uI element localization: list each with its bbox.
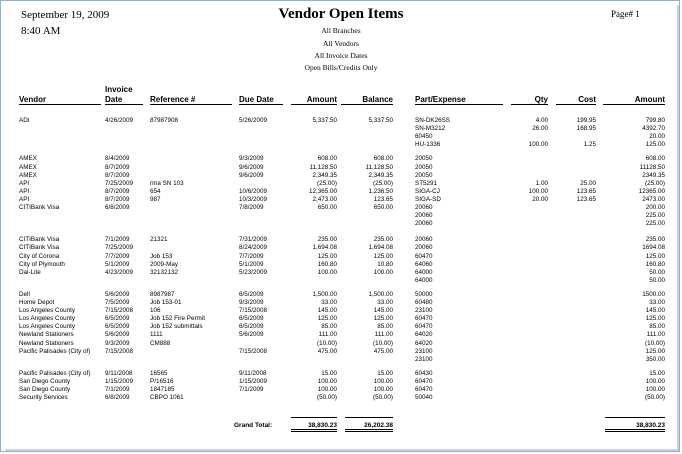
cell-balance: 10.80 bbox=[377, 260, 393, 268]
cell-part-expense: 60470 bbox=[415, 252, 433, 260]
cell-reference: 8987987 bbox=[150, 290, 175, 298]
cell-amount: (50.00) bbox=[317, 394, 337, 402]
page-number: Page# 1 bbox=[611, 9, 640, 19]
page-shadow-bottom bbox=[5, 449, 680, 452]
cell-due-date: 10/3/2009 bbox=[239, 195, 268, 203]
table-row bbox=[1, 370, 677, 378]
cell-invoice-date: 8/7/2009 bbox=[105, 171, 130, 179]
cell-due-date: 6/5/2009 bbox=[239, 323, 264, 331]
cell-amount: 33.00 bbox=[321, 299, 337, 306]
cell-amount: 85.00 bbox=[321, 323, 337, 331]
cell-balance: 100.00 bbox=[373, 377, 393, 385]
cell-amount: 15.00 bbox=[321, 369, 337, 377]
cell-due-date: 5/6/2009 bbox=[239, 331, 264, 339]
table-row bbox=[1, 236, 677, 244]
cell-balance: 123.65 bbox=[373, 195, 393, 203]
cell-balance: 125.00 bbox=[373, 252, 393, 260]
cell-invoice-date: 9/3/2009 bbox=[105, 339, 130, 347]
cell-part-amount: (50.00) bbox=[645, 394, 665, 402]
cell-qty: 1.00 bbox=[535, 179, 548, 187]
cell-due-date: 9/6/2009 bbox=[239, 163, 264, 171]
cell-balance: 235.00 bbox=[373, 236, 393, 244]
cell-due-date: 7/31/2009 bbox=[239, 236, 268, 244]
cell-amount: 160.80 bbox=[317, 260, 337, 268]
cell-part-amount: 2473.00 bbox=[642, 195, 665, 203]
report-title: Vendor Open Items bbox=[278, 6, 404, 22]
cell-part-expense: 64020 bbox=[415, 339, 433, 347]
cell-due-date: 7/8/2009 bbox=[239, 204, 264, 211]
cell-due-date: 8/24/2009 bbox=[239, 244, 268, 252]
cell-due-date: 6/5/2009 bbox=[239, 315, 264, 323]
cell-amount: 475.00 bbox=[317, 347, 337, 355]
table-row bbox=[1, 164, 677, 172]
cell-part-expense: 64020 bbox=[415, 331, 433, 339]
table-row bbox=[1, 204, 677, 212]
cell-balance: (10.00) bbox=[373, 339, 393, 347]
cell-amount: (10.00) bbox=[317, 339, 337, 347]
cell-part-amount: 225.00 bbox=[645, 220, 665, 228]
cell-vendor: Dell bbox=[19, 290, 30, 298]
cell-part-expense: 20050 bbox=[415, 155, 433, 163]
table-row bbox=[1, 125, 677, 133]
cell-amount: 235.00 bbox=[317, 236, 337, 244]
cell-part-expense: 20060 bbox=[415, 204, 433, 211]
cell-due-date: 6/5/2009 bbox=[239, 290, 264, 298]
cell-vendor: API bbox=[19, 179, 30, 187]
cell-amount: 11,128.50 bbox=[309, 163, 337, 171]
cell-amount: 2,473.00 bbox=[312, 195, 337, 203]
table-row bbox=[1, 340, 677, 348]
cell-part-expense: 60470 bbox=[415, 315, 433, 323]
cell-part-amount: 145.00 bbox=[645, 307, 665, 315]
cell-invoice-date: 7/7/2009 bbox=[105, 252, 130, 260]
cell-part-amount: 1500.00 bbox=[642, 290, 665, 298]
cell-part-expense: 60470 bbox=[415, 323, 433, 331]
cell-reference: 21321 bbox=[150, 236, 168, 244]
cell-invoice-date: 7/1/2009 bbox=[105, 236, 130, 244]
cell-part-expense: 60480 bbox=[415, 299, 433, 306]
cell-reference: 1111 bbox=[150, 331, 163, 339]
cell-reference: Job 152 Fire Permit bbox=[150, 315, 205, 323]
filter-open-items: Open Bills/Credits Only bbox=[304, 63, 378, 72]
cell-reference: 32132132 bbox=[150, 268, 179, 276]
cell-reference: Job 152 submittals bbox=[150, 323, 203, 331]
table-row bbox=[1, 188, 677, 196]
cell-cost: 168.95 bbox=[576, 125, 596, 133]
cell-part-amount: 125.00 bbox=[645, 252, 665, 260]
cell-reference: rma SN 103 bbox=[150, 179, 184, 187]
table-row bbox=[1, 378, 677, 386]
cell-qty: 4.00 bbox=[535, 117, 548, 124]
cell-amount: 2,349.35 bbox=[312, 171, 337, 179]
cell-invoice-date: 8/7/2009 bbox=[105, 163, 130, 171]
cell-reference: 987 bbox=[150, 195, 161, 203]
cell-vendor: San Diego County bbox=[19, 377, 71, 385]
cell-part-expense: 20060 bbox=[415, 236, 433, 244]
cell-vendor: Newland Stationers bbox=[19, 339, 74, 347]
col-header-part-amount: Amount bbox=[603, 95, 665, 105]
filter-branches: All Branches bbox=[321, 26, 361, 35]
cell-invoice-date: 9/11/2008 bbox=[105, 369, 133, 377]
cell-amount: (25.00) bbox=[317, 179, 337, 187]
cell-invoice-date: 1/15/2009 bbox=[105, 377, 134, 385]
cell-vendor: AMEX bbox=[19, 171, 37, 179]
cell-invoice-date: 7/25/2009 bbox=[105, 179, 134, 187]
cell-balance: (25.00) bbox=[373, 179, 393, 187]
grand-total-part-amount: 38,830.23 bbox=[605, 417, 665, 429]
cell-part-expense: SIGA-CJ bbox=[415, 187, 440, 195]
table-row bbox=[1, 307, 677, 315]
cell-vendor: Newland Stationers bbox=[19, 331, 74, 339]
cell-due-date: 9/3/2009 bbox=[239, 299, 264, 306]
cell-part-expense: 20050 bbox=[415, 163, 433, 171]
table-row bbox=[1, 117, 677, 125]
cell-reference: P/16516 bbox=[150, 377, 174, 385]
cell-part-amount: 12365.00 bbox=[638, 187, 665, 195]
cell-invoice-date: 6/5/2009 bbox=[105, 315, 130, 323]
cell-part-amount: 125.00 bbox=[645, 315, 665, 323]
col-header-amount: Amount bbox=[291, 95, 337, 105]
cell-vendor: Security Services bbox=[19, 394, 68, 402]
cell-invoice-date: 5/6/2009 bbox=[105, 331, 130, 339]
table-row bbox=[1, 269, 677, 277]
cell-vendor: AMEX bbox=[19, 163, 37, 171]
col-header-balance: Balance bbox=[341, 95, 393, 105]
table-row bbox=[1, 212, 677, 220]
table-row bbox=[1, 291, 677, 299]
cell-part-amount: 125.00 bbox=[645, 141, 665, 149]
cell-part-expense: SN-M3212 bbox=[415, 125, 446, 133]
table-row bbox=[1, 261, 677, 269]
cell-part-amount: (10.00) bbox=[645, 339, 665, 347]
cell-balance: 100.00 bbox=[373, 268, 393, 276]
col-header-qty: Qty bbox=[511, 95, 548, 105]
cell-part-expense: 20060 bbox=[415, 212, 433, 220]
cell-amount: 650.00 bbox=[317, 204, 337, 211]
cell-reference: Job 153-01 bbox=[150, 299, 182, 306]
cell-part-amount: 235.00 bbox=[645, 236, 665, 244]
cell-qty: 100.00 bbox=[528, 141, 548, 149]
cell-due-date: 5/1/2009 bbox=[239, 260, 264, 268]
table-row bbox=[1, 356, 677, 364]
cell-due-date: 9/11/2008 bbox=[239, 369, 267, 377]
cell-part-amount: 160.80 bbox=[645, 260, 665, 268]
cell-part-amount: 200.00 bbox=[645, 204, 665, 211]
cell-part-expense: 23100 bbox=[415, 355, 433, 363]
page-shadow-right bbox=[677, 5, 680, 452]
cell-vendor: Pacific Palisades (City of) bbox=[19, 369, 91, 377]
cell-due-date: 7/7/2009 bbox=[239, 252, 264, 260]
cell-vendor: API bbox=[19, 195, 30, 203]
table-row bbox=[1, 133, 677, 141]
cell-part-amount: 111.00 bbox=[646, 331, 665, 339]
table-row bbox=[1, 277, 677, 285]
cell-invoice-date: 7/25/2009 bbox=[105, 244, 134, 252]
cell-part-expense: 60470 bbox=[415, 377, 433, 385]
cell-amount: 125.00 bbox=[317, 315, 337, 323]
cell-vendor: API bbox=[19, 187, 30, 195]
cell-balance: 5,337.50 bbox=[368, 117, 393, 124]
cell-part-amount: 608.00 bbox=[645, 155, 665, 163]
table-row bbox=[1, 141, 677, 149]
cell-reference: CBPO 1061 bbox=[150, 394, 184, 402]
cell-part-expense: 64060 bbox=[415, 260, 433, 268]
cell-invoice-date: 7/5/2009 bbox=[105, 299, 130, 306]
cell-part-amount: 11128.50 bbox=[639, 163, 665, 171]
cell-cost: 25.00 bbox=[580, 179, 596, 187]
table-row bbox=[1, 348, 677, 356]
cell-reference: CM888 bbox=[150, 339, 171, 347]
filter-dates: All Invoice Dates bbox=[314, 51, 368, 60]
table-row bbox=[1, 253, 677, 261]
cell-due-date: 9/3/2009 bbox=[239, 155, 264, 163]
col-header-part-expense: Part/Expense bbox=[415, 95, 503, 105]
cell-amount: 100.00 bbox=[317, 377, 337, 385]
cell-part-amount: 15.00 bbox=[649, 369, 665, 377]
col-header-cost: Cost bbox=[556, 95, 596, 105]
cell-balance: (50.00) bbox=[373, 394, 393, 402]
cell-part-expense: 60430 bbox=[415, 369, 433, 377]
cell-part-expense: SIGA-SD bbox=[415, 195, 441, 203]
cell-vendor: San Diego County bbox=[19, 386, 71, 393]
cell-invoice-date: 5/1/2009 bbox=[105, 260, 130, 268]
table-row bbox=[1, 220, 677, 228]
cell-invoice-date: 5/6/2009 bbox=[105, 290, 130, 298]
filter-vendors: All Vendors bbox=[323, 39, 359, 48]
cell-part-expense: 50040 bbox=[415, 394, 433, 402]
cell-vendor: Pacific Palisades (City of) bbox=[19, 347, 91, 355]
cell-cost: 123.65 bbox=[576, 195, 596, 203]
cell-amount: 5,337.50 bbox=[312, 117, 337, 124]
cell-part-amount: 350.00 bbox=[645, 355, 665, 363]
grand-total-label: Grand Total: bbox=[234, 422, 273, 429]
cell-cost: 199.95 bbox=[576, 117, 596, 124]
cell-amount: 1,500.00 bbox=[312, 290, 337, 298]
cell-part-amount: 85.00 bbox=[649, 323, 665, 331]
cell-balance: 145.00 bbox=[373, 307, 393, 315]
grand-total-amount: 38,830.23 bbox=[291, 417, 337, 429]
cell-balance: 475.00 bbox=[373, 347, 393, 355]
cell-invoice-date: 7/15/2008 bbox=[105, 307, 134, 315]
cell-balance: 1,500.00 bbox=[368, 290, 393, 298]
cell-balance: 33.00 bbox=[377, 299, 393, 306]
cell-balance: 15.00 bbox=[377, 369, 393, 377]
cell-invoice-date: 7/15/2008 bbox=[105, 347, 134, 355]
cell-part-expense: ST5291 bbox=[415, 179, 438, 187]
table-row bbox=[1, 172, 677, 180]
cell-reference: 1847185 bbox=[150, 386, 175, 393]
cell-invoice-date: 4/23/2009 bbox=[105, 268, 134, 276]
cell-part-amount: 100.00 bbox=[645, 377, 665, 385]
cell-part-expense: HU-1336 bbox=[415, 141, 441, 149]
cell-part-amount: 1694.08 bbox=[642, 244, 665, 252]
cell-balance: 111.00 bbox=[374, 331, 393, 339]
cell-due-date: 9/6/2009 bbox=[239, 171, 264, 179]
grand-total-balance: 26,202.38 bbox=[345, 417, 393, 429]
cell-invoice-date: 4/26/2009 bbox=[105, 117, 134, 124]
table-row bbox=[1, 244, 677, 252]
cell-part-expense: 23100 bbox=[415, 307, 433, 315]
cell-reference: 16565 bbox=[150, 369, 168, 377]
cell-part-expense: 64000 bbox=[415, 276, 433, 284]
table-row bbox=[1, 315, 677, 323]
cell-vendor: City of Plymouth bbox=[19, 260, 65, 268]
cell-part-expense: 20050 bbox=[415, 171, 433, 179]
cell-due-date: 5/26/2009 bbox=[239, 117, 268, 124]
cell-reference: 106 bbox=[150, 307, 161, 315]
table-row bbox=[1, 155, 677, 163]
cell-part-expense: 60470 bbox=[415, 386, 433, 393]
cell-amount: 12,365.00 bbox=[308, 187, 337, 195]
cell-balance: 85.00 bbox=[377, 323, 393, 331]
cell-cost: 1.25 bbox=[583, 141, 596, 149]
cell-qty: 26.00 bbox=[532, 125, 548, 133]
cell-vendor: Dal-Lite bbox=[19, 268, 41, 276]
cell-part-amount: 50.00 bbox=[649, 268, 665, 276]
cell-balance: 125.00 bbox=[373, 315, 393, 323]
cell-due-date: 7/1/2009 bbox=[239, 386, 264, 393]
cell-vendor: ADI bbox=[19, 117, 30, 124]
cell-balance: 608.00 bbox=[373, 155, 393, 163]
cell-part-amount: 2349.35 bbox=[642, 171, 665, 179]
cell-amount: 1,694.08 bbox=[312, 244, 337, 252]
cell-balance: 1,694.08 bbox=[368, 244, 393, 252]
cell-vendor: City of Corona bbox=[19, 252, 60, 260]
cell-due-date: 5/23/2009 bbox=[239, 268, 268, 276]
cell-due-date: 7/15/2008 bbox=[239, 307, 268, 315]
cell-part-expense: 60450 bbox=[415, 133, 433, 141]
cell-part-expense: 20060 bbox=[415, 244, 433, 252]
cell-amount: 145.00 bbox=[317, 307, 337, 315]
cell-balance: 1,236.50 bbox=[368, 187, 393, 195]
cell-part-amount: (25.00) bbox=[645, 179, 665, 187]
cell-reference: Job 153 bbox=[150, 252, 173, 260]
cell-part-expense: 23100 bbox=[415, 347, 433, 355]
cell-vendor: CITIBank Visa bbox=[19, 244, 60, 252]
table-row bbox=[1, 394, 677, 402]
cell-part-expense: SN-DK26SS bbox=[415, 117, 450, 124]
cell-part-amount: 33.00 bbox=[649, 299, 665, 306]
cell-balance: 650.00 bbox=[373, 204, 393, 211]
cell-part-amount: 125.00 bbox=[645, 347, 665, 355]
cell-invoice-date: 6/5/2009 bbox=[105, 323, 130, 331]
cell-amount: 125.00 bbox=[317, 252, 337, 260]
cell-part-amount: 20.00 bbox=[649, 133, 665, 141]
cell-invoice-date: 8/7/2009 bbox=[105, 195, 130, 203]
table-row bbox=[1, 331, 677, 339]
cell-cost: 123.65 bbox=[576, 187, 596, 195]
cell-balance: 11,128.50 bbox=[365, 163, 393, 171]
cell-due-date: 10/6/2009 bbox=[239, 187, 268, 195]
cell-part-expense: 64000 bbox=[415, 268, 433, 276]
cell-part-expense: 20060 bbox=[415, 220, 433, 228]
col-header-invoice-2: Date bbox=[105, 95, 143, 105]
cell-vendor: Los Angeles County bbox=[19, 315, 76, 323]
table-row bbox=[1, 196, 677, 204]
col-header-reference: Reference # bbox=[150, 95, 232, 105]
cell-invoice-date: 7/1/2009 bbox=[105, 386, 130, 393]
cell-reference: 87987908 bbox=[150, 117, 179, 124]
cell-amount: 608.00 bbox=[317, 155, 337, 163]
cell-part-amount: 100.00 bbox=[645, 386, 665, 393]
cell-vendor: CITIBank Visa bbox=[19, 204, 60, 211]
cell-vendor: Los Angeles County bbox=[19, 323, 76, 331]
cell-invoice-date: 8/7/2009 bbox=[105, 187, 130, 195]
table-row bbox=[1, 299, 677, 307]
cell-invoice-date: 6/8/2009 bbox=[105, 204, 130, 211]
cell-part-amount: 4392.70 bbox=[642, 125, 665, 133]
report-time: 8:40 AM bbox=[21, 25, 61, 37]
col-header-vendor: Vendor bbox=[19, 95, 101, 105]
cell-invoice-date: 8/4/2009 bbox=[105, 155, 130, 163]
table-row bbox=[1, 386, 677, 394]
cell-vendor: Home Depot bbox=[19, 299, 55, 306]
cell-balance: 100.00 bbox=[373, 386, 393, 393]
col-header-invoice-1: Invoice bbox=[105, 85, 133, 94]
cell-reference: 654 bbox=[150, 187, 161, 195]
cell-qty: 100.00 bbox=[528, 187, 548, 195]
cell-vendor: CITIBank Visa bbox=[19, 236, 60, 244]
cell-part-expense: 50000 bbox=[415, 290, 433, 298]
cell-qty: 20.00 bbox=[532, 195, 548, 203]
cell-vendor: Los Angeles County bbox=[19, 307, 76, 315]
cell-balance: 2,349.35 bbox=[368, 171, 393, 179]
cell-part-amount: 50.00 bbox=[649, 276, 665, 284]
cell-vendor: AMEX bbox=[19, 155, 37, 163]
table-row bbox=[1, 180, 677, 188]
cell-due-date: 7/15/2008 bbox=[239, 347, 268, 355]
cell-due-date: 1/15/2009 bbox=[239, 377, 268, 385]
table-row bbox=[1, 323, 677, 331]
cell-reference: 2009-May bbox=[150, 260, 179, 268]
report-date: September 19, 2009 bbox=[21, 9, 110, 21]
cell-amount: 111.00 bbox=[318, 331, 337, 339]
cell-amount: 100.00 bbox=[317, 386, 337, 393]
cell-amount: 100.00 bbox=[317, 268, 337, 276]
cell-part-amount: 799.80 bbox=[645, 117, 665, 124]
cell-part-amount: 225.00 bbox=[645, 212, 665, 220]
cell-invoice-date: 6/8/2009 bbox=[105, 394, 130, 402]
col-header-due-date: Due Date bbox=[239, 95, 283, 105]
